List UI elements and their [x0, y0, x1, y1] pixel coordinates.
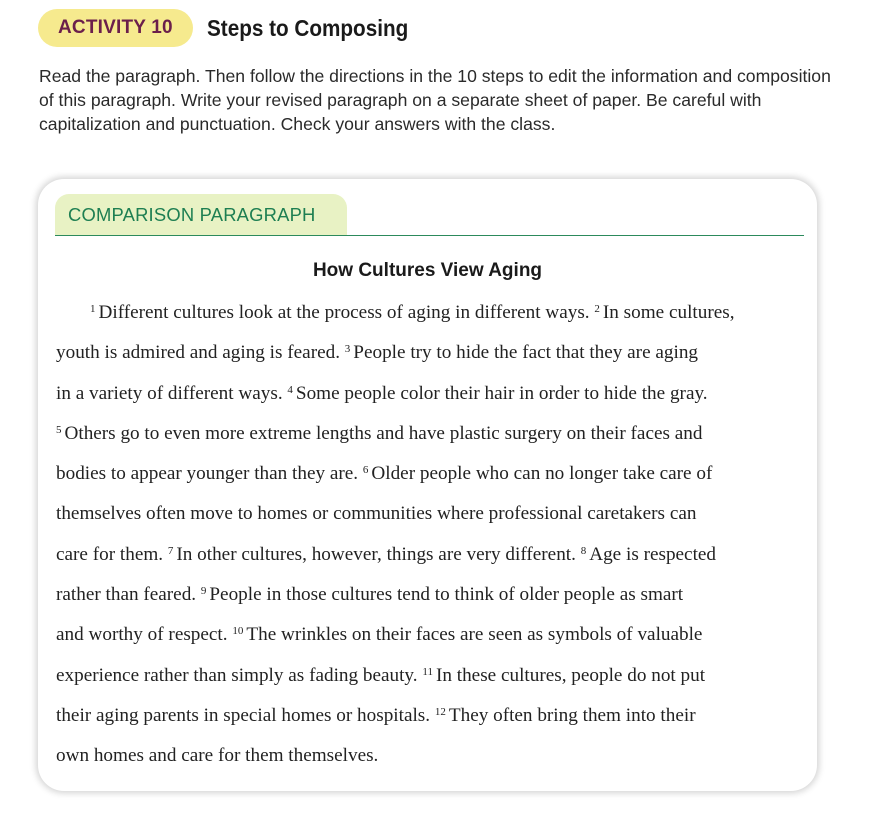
sentence-text: People in those cultures tend to think of older people as smart: [209, 584, 684, 606]
sentence-text: Age is respected: [589, 543, 717, 565]
sentence-text: Some people color their hair in order to hide the gray.: [295, 382, 708, 404]
sentence-text: Different cultures look at the process of aging in different ways.: [98, 302, 595, 323]
activity-number-badge: ACTIVITY 10: [38, 9, 193, 47]
sentence-text: In other cultures, however, things are very different.: [176, 543, 581, 565]
paragraph-line: [56, 656, 816, 696]
instructions-text: Read the paragraph. Then follow the directions in the 10 steps to edit the information and composition of this paragraph. Write your revised paragraph on a separate sheet of paper. Be careful with capitalization and punctuation. Check your answers with the class.: [39, 66, 831, 134]
paragraph-line: [56, 736, 816, 776]
sentence-text: in a variety of different ways.: [56, 382, 288, 404]
section-divider: [55, 235, 804, 236]
sentence-text: rather than feared.: [56, 584, 201, 606]
activity-header: [38, 8, 430, 48]
paragraph-line: [56, 293, 816, 333]
sentence-number: 9: [200, 585, 207, 598]
sentence-text: youth is admired and aging is feared.: [56, 342, 345, 364]
activity-title: Steps to Composing: [206, 14, 409, 41]
sentence-text: care for them.: [56, 543, 168, 565]
sentence-text: experience rather than simply as fading beauty.: [56, 664, 423, 686]
sentence-number: 1: [90, 303, 96, 315]
paragraph-line: [56, 575, 816, 615]
paragraph-line: [56, 374, 816, 414]
sentence-number: 12: [434, 705, 446, 718]
sentence-number: 2: [594, 303, 600, 315]
paragraph-line: [56, 494, 816, 534]
sentence-text: bodies to appear younger than they are.: [56, 463, 363, 485]
sentence-number: 5: [56, 423, 62, 436]
sentence-number: 4: [287, 383, 293, 396]
comparison-paragraph-card: [38, 179, 817, 791]
section-tab: [55, 194, 347, 236]
sentence-text: and worthy of respect.: [56, 624, 233, 646]
paragraph-body: [56, 293, 816, 777]
sentence-text: their aging parents in special homes or hospitals.: [56, 704, 435, 726]
sentence-text: themselves often move to homes or communities where professional caretakers can: [56, 503, 697, 525]
paragraph-line: [56, 535, 816, 575]
sentence-number: 7: [167, 544, 174, 557]
sentence-text: The wrinkles on their faces are seen as symbols of valuable: [246, 624, 703, 646]
paragraph-line: [56, 454, 816, 494]
sentence-text: They often bring them into their: [448, 704, 696, 726]
sentence-text: Older people who can no longer take care of: [371, 463, 713, 485]
sentence-text: own homes and care for them themselves.: [56, 745, 379, 767]
sentence-text: In these cultures, people do not put: [435, 664, 706, 686]
sentence-text: Others go to even more extreme lengths and have plastic surgery on their faces and: [64, 422, 703, 444]
paragraph-title: How Cultures View Aging: [312, 260, 543, 281]
section-tab-label: COMPARISON PARAGRAPH: [68, 204, 316, 225]
paragraph-line: [56, 414, 816, 454]
sentence-text: People try to hide the fact that they are aging: [353, 342, 699, 364]
sentence-number: 11: [422, 665, 433, 678]
paragraph-line: [56, 696, 816, 736]
sentence-number: 3: [344, 343, 351, 356]
sentence-text: In some cultures,: [602, 302, 735, 323]
sentence-number: 8: [580, 544, 587, 557]
paragraph-line: [56, 615, 816, 655]
sentence-number: 10: [232, 625, 244, 638]
sentence-number: 6: [362, 464, 369, 477]
paragraph-line: [56, 333, 816, 373]
